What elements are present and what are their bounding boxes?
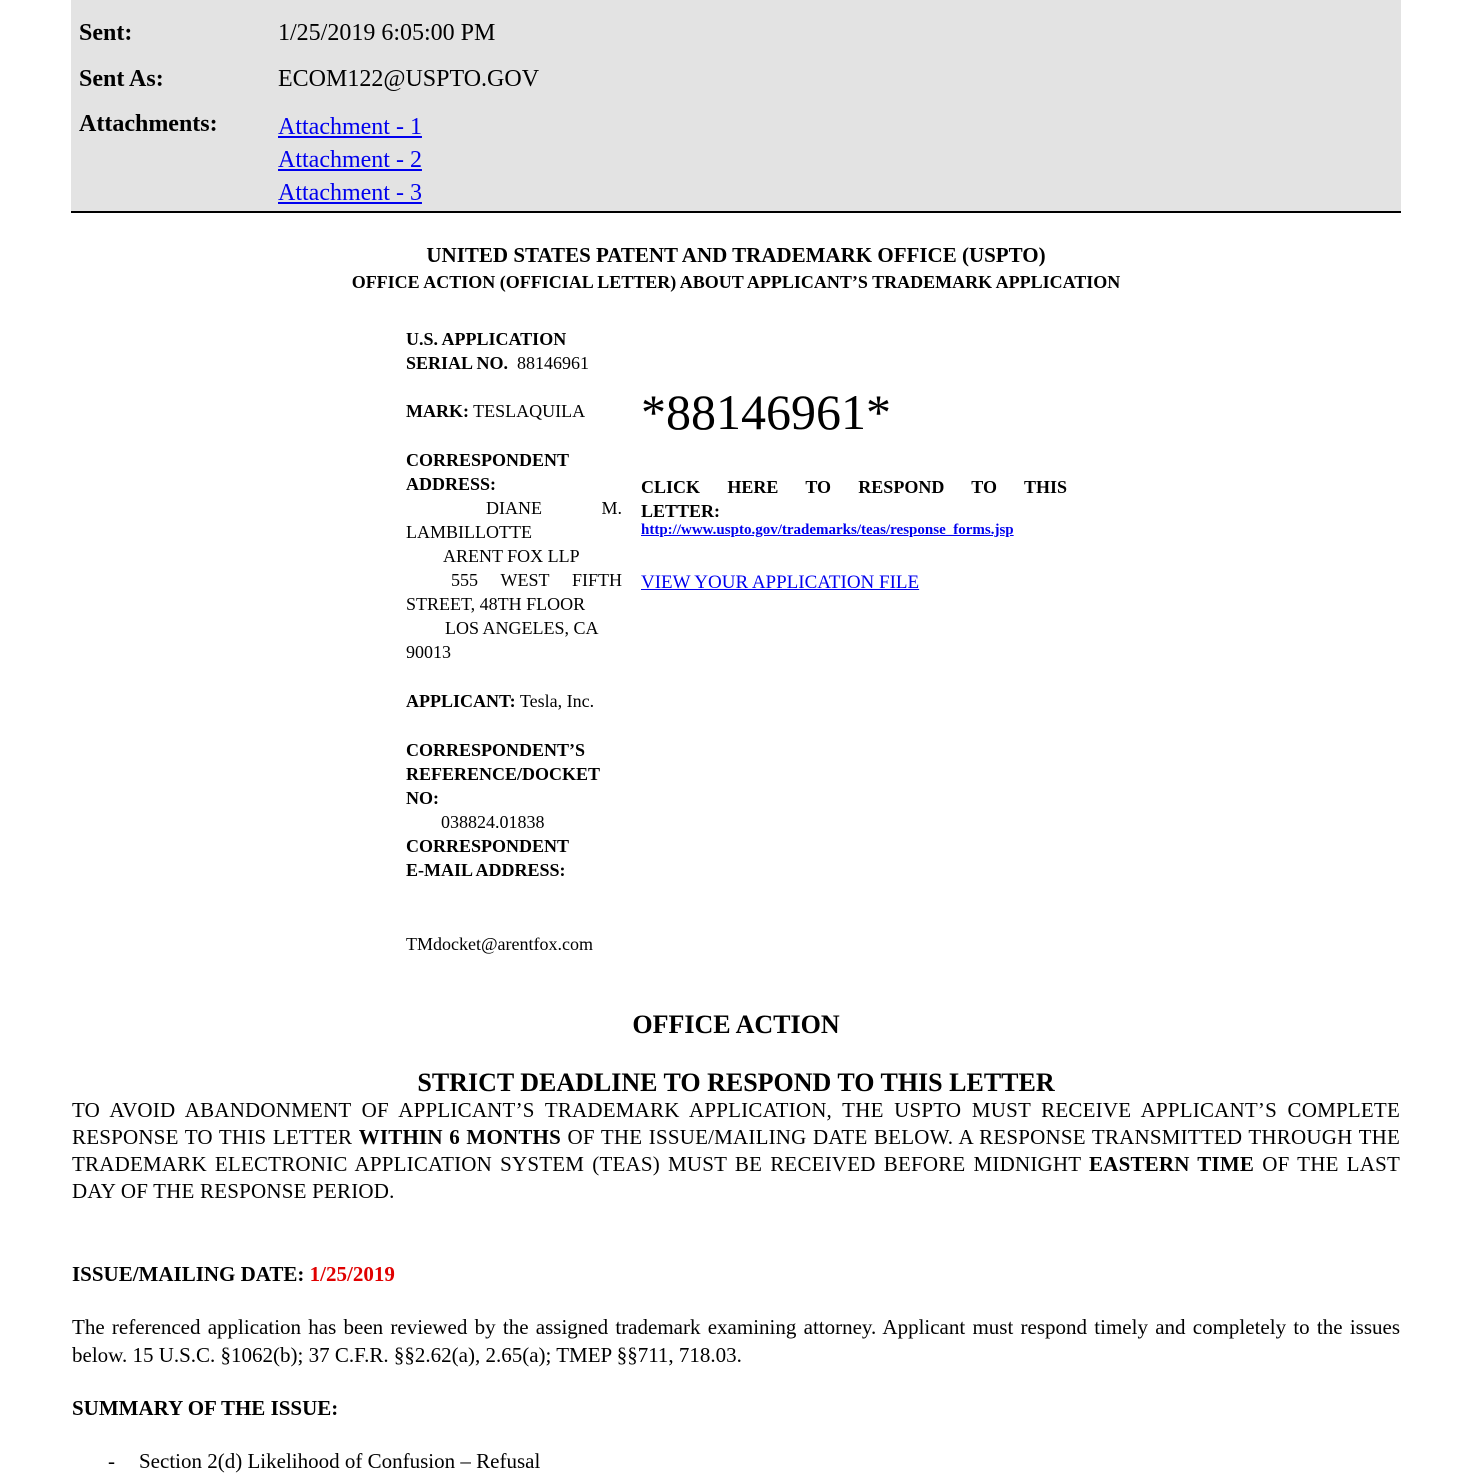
reference-value: 038824.01838 [441, 812, 545, 832]
address-name-line [406, 496, 622, 520]
click-here-line2: LETTER: [641, 501, 721, 521]
attachment-link-2[interactable]: Attachment - 2 [278, 147, 422, 173]
mark-value: TESLAQUILA [473, 401, 586, 421]
serial-value: 88146961 [517, 353, 590, 373]
issue-date-value: 1/25/2019 [309, 1262, 395, 1286]
reference-label-1: CORRESPONDENT’S [406, 740, 586, 760]
docket-block [406, 738, 622, 882]
email-label-2: E-MAIL ADDRESS: [406, 860, 566, 880]
view-application-file-link[interactable]: VIEW YOUR APPLICATION FILE [641, 572, 920, 593]
deadline-text-1: TO AVOID ABANDONMENT OF APPLICANT’S TRADEMARK APPLICATION, THE USPTO MUST RECEIVE APPLICANT’S COMPLETE RESPONSE TO THIS LETTER [72, 1098, 1400, 1149]
address-street-2: STREET, 48TH FLOOR [406, 594, 586, 614]
issue-date-row [72, 1260, 1400, 1288]
serial-row [406, 351, 622, 375]
deadline-paragraph [72, 1097, 1400, 1205]
serial-label: SERIAL NO. [406, 353, 509, 373]
address-first-name: DIANE [486, 498, 542, 518]
issue-list [108, 1447, 1308, 1475]
sent-label: Sent: [79, 20, 133, 46]
address-last-name: LAMBILLOTTE [406, 522, 532, 542]
address-firm: ARENT FOX LLP [443, 546, 580, 566]
deadline-text-2: OF THE ISSUE/MAILING DATE BELOW. A RESPONSE TRANSMITTED THROUGH THE TRADEMARK ELECTRONIC APPLICATION SYSTEM (TEAS) MUST BE RECEIVED BEFORE MIDNIGHT [72, 1125, 1401, 1176]
deadline-bold-within: WITHIN 6 MONTHS [358, 1125, 561, 1149]
issue-date-label: ISSUE/MAILING DATE: [72, 1262, 305, 1286]
view-file-row [641, 572, 1067, 594]
click-here-line1: CLICK HERE TO RESPOND TO THIS [641, 477, 1067, 497]
reference-label-2: REFERENCE/DOCKET [406, 764, 601, 784]
correspondent-email: TMdocket@arentfox.com [406, 934, 594, 954]
address-zip: 90013 [406, 642, 451, 662]
email-header [71, 0, 1401, 213]
correspondent-label-1: CORRESPONDENT [406, 450, 570, 470]
applicant-row [406, 689, 622, 713]
review-paragraph: The referenced application has been reviewed by the assigned trademark examining attorney. Applicant must respond timely and completely to the issues below. 15 U.S.C. §1062(b); 37 C.F.R. §§2.62(a), 2.65(a); TMEP §§711, 718.03. [72, 1315, 1400, 1367]
applicant-value: Tesla, Inc. [519, 691, 595, 711]
deadline-bold-eastern: EASTERN TIME [1089, 1152, 1255, 1176]
letter-heading-line1: UNITED STATES PATENT AND TRADEMARK OFFICE (USPTO) [426, 243, 1046, 267]
response-url-row [641, 522, 1067, 539]
barcode-text: *88146961* [641, 384, 891, 440]
email-label-1: CORRESPONDENT [406, 836, 570, 856]
mark-row [406, 399, 622, 423]
mark-label: MARK: [406, 401, 469, 421]
letter-heading-line2: OFFICE ACTION (OFFICIAL LETTER) ABOUT APPLICANT’S TRADEMARK APPLICATION [351, 272, 1121, 292]
issue-item-1: Section 2(d) Likelihood of Confusion – Refusal [139, 1449, 541, 1473]
applicant-label: APPLICANT: [406, 691, 516, 711]
sent-value: 1/25/2019 6:05:00 PM [278, 20, 496, 46]
reference-label-3: NO: [406, 788, 439, 808]
attachment-link-3[interactable]: Attachment - 3 [278, 180, 422, 206]
summary-label: SUMMARY OF THE ISSUE: [72, 1396, 339, 1420]
office-action-title: OFFICE ACTION [632, 1010, 840, 1039]
address-city: LOS ANGELES, CA [445, 618, 599, 638]
address-middle-initial: M. [601, 498, 622, 518]
attachments-label: Attachments: [79, 111, 218, 137]
deadline-text-3: OF THE LAST DAY OF THE RESPONSE PERIOD. [72, 1152, 1400, 1203]
application-info [406, 327, 622, 375]
sent-as-label: Sent As: [79, 66, 164, 92]
response-form-link[interactable]: http://www.uspto.gov/trademarks/teas/response_forms.jsp [641, 522, 1014, 538]
correspondent-label-2: ADDRESS: [406, 474, 497, 494]
correspondent-address [406, 448, 622, 664]
attachment-link-1[interactable]: Attachment - 1 [278, 114, 422, 140]
attachments-list [278, 111, 422, 210]
sent-as-value: ECOM122@USPTO.GOV [278, 66, 540, 92]
address-street-1: 555 WEST FIFTH [451, 570, 622, 590]
deadline-title: STRICT DEADLINE TO RESPOND TO THIS LETTER [417, 1068, 1055, 1097]
app-label: U.S. APPLICATION [406, 329, 567, 349]
list-item: - Section 2(d) Likelihood of Confusion – Refusal [108, 1449, 541, 1473]
click-here-block [641, 475, 1067, 523]
